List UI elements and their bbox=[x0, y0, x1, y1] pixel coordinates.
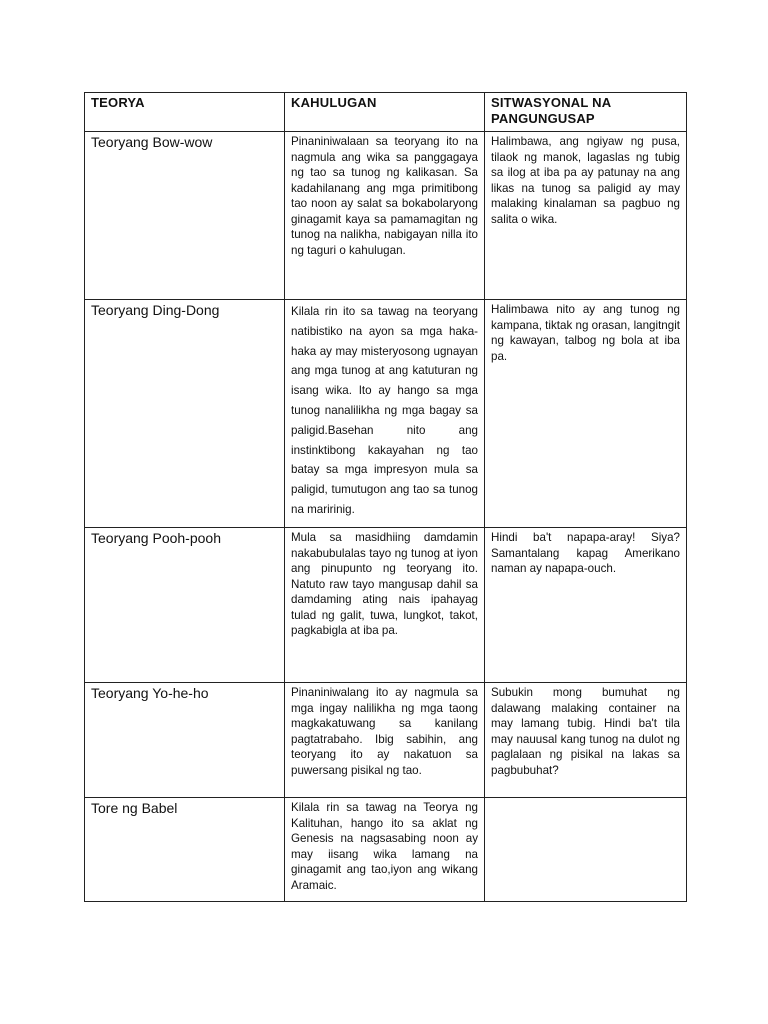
theory-name: Teoryang Pooh-pooh bbox=[85, 528, 285, 683]
theory-example bbox=[485, 798, 687, 902]
theory-meaning: Kilala rin ito sa tawag na teoryang natibistiko na ayon sa mga haka-haka ay may misteryosong ugnayan ang mga tunog at ang katuturan ng isang wika. Ito ay hango sa mga tunog nanalilikha ng mga bagay sa paligid.Basehan nito ang instinktibong kakayahan ng tao batay sa mga impresyon mula sa paligid, tumutugon ang tao sa tunog na maririnig. bbox=[285, 300, 485, 528]
table-row bbox=[85, 798, 687, 902]
theory-example: Halimbawa, ang ngiyaw ng pusa, tilaok ng manok, lagaslas ng tubig sa ilog at iba pa ay patunay na ang likas na tunog sa paligid ay may malaking kinalaman sa pagbuo ng salita o wika. bbox=[485, 132, 687, 300]
theory-meaning: Mula sa masidhiing damdamin nakabubulalas tayo ng tunog at iyon ang pinupunto ng teoryang ito. Natuto raw tayo mangusap dahil sa damdaming ating nais ipahayag tulad ng galit, tuwa, lungkot, takot, pagkabigla at iba pa. bbox=[285, 528, 485, 683]
header-theory: TEORYA bbox=[85, 93, 285, 132]
theory-meaning: Kilala rin sa tawag na Teorya ng Kalituhan, hango ito sa aklat ng Genesis na nagsasabing noon ay may iisang wika lamang na ginagamit ang tao,iyon ang wikang Aramaic. bbox=[285, 798, 485, 902]
table-header-row bbox=[85, 93, 687, 132]
theory-meaning: Pinaniniwalang ito ay nagmula sa mga ingay nalilikha ng mga taong magkakatuwang sa kanilang pagtatrabaho. Ibig sabihin, ang teoryang ito ay nakatuon sa puwersang pisikal ng tao. bbox=[285, 683, 485, 798]
table-row bbox=[85, 132, 687, 300]
table-row bbox=[85, 528, 687, 683]
theory-example: Subukin mong bumuhat ng dalawang malaking container na may lamang tubig. Hindi ba't tila may nauusal kang tunog na dulot ng paglalaan ng pisikal na lakas sa pagbubuhat? bbox=[485, 683, 687, 798]
theory-name: Teoryang Ding-Dong bbox=[85, 300, 285, 528]
table-row bbox=[85, 300, 687, 528]
theory-example: Hindi ba't napapa-aray! Siya? Samantalang kapag Amerikano naman ay napapa-ouch. bbox=[485, 528, 687, 683]
theories-table bbox=[84, 92, 687, 902]
header-meaning: KAHULUGAN bbox=[285, 93, 485, 132]
theory-name: Teoryang Bow-wow bbox=[85, 132, 285, 300]
theory-name: Tore ng Babel bbox=[85, 798, 285, 902]
header-situational: SITWASYONAL NA PANGUNGUSAP bbox=[485, 93, 687, 132]
theory-name: Teoryang Yo-he-ho bbox=[85, 683, 285, 798]
table-row bbox=[85, 683, 687, 798]
theory-example: Halimbawa nito ay ang tunog ng kampana, tiktak ng orasan, langitngit ng kawayan, talbog ng bola at iba pa. bbox=[485, 300, 687, 528]
theory-meaning: Pinaniniwalaan sa teoryang ito na nagmula ang wika sa panggagaya ng tao sa tunog ng kalikasan. Sa kadahilanang ang mga primitibong tao noon ay salat sa bokabolaryong ginagamit kaya sa pamamagitan ng tunog na nalikha, nabigayan nilla ito ng taguri o kahulugan. bbox=[285, 132, 485, 300]
